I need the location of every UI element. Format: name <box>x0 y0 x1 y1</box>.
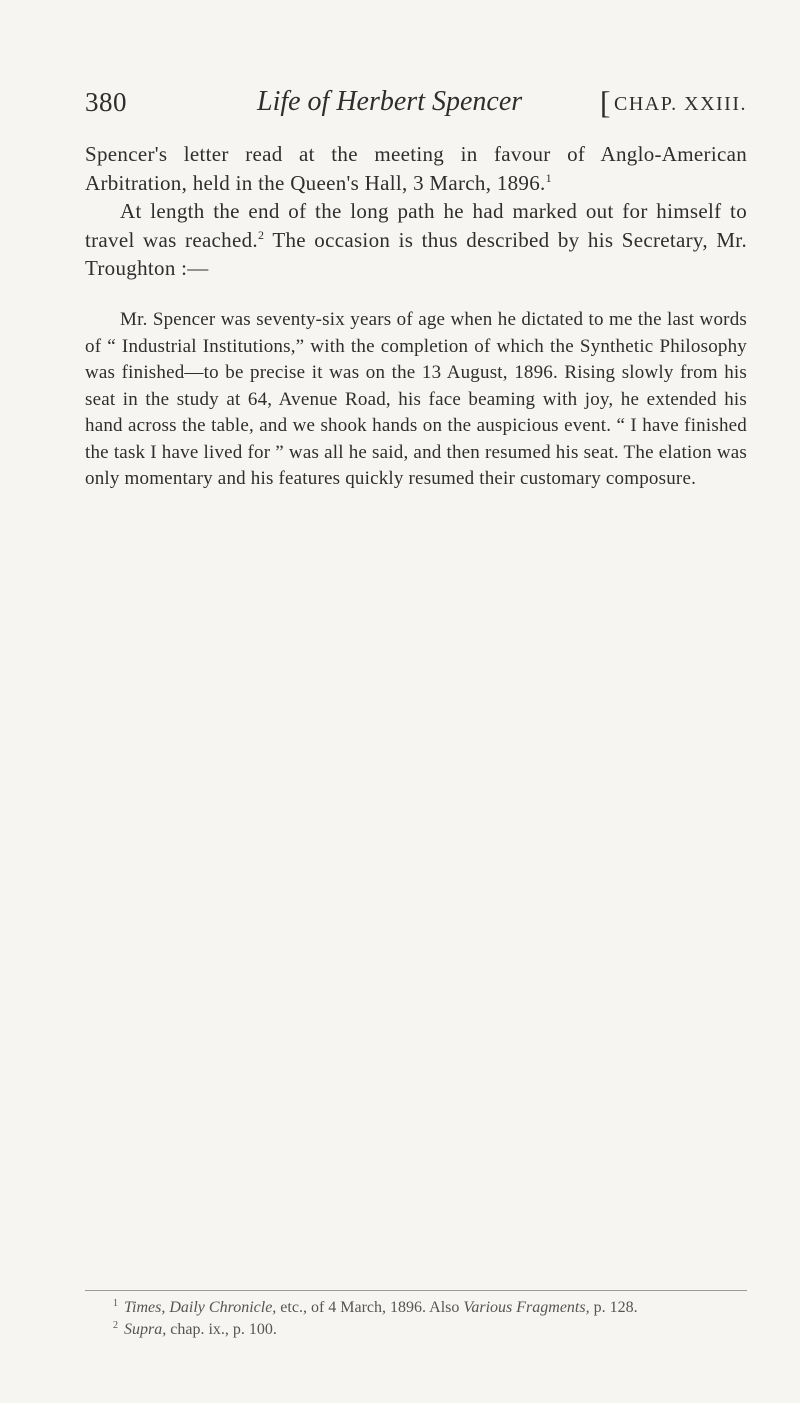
paragraph-1-text: Spencer's letter read at the meeting in favour of Anglo-American Arbitration, held in the Queen's Hall, 3 March, 1896. <box>85 142 747 195</box>
footnote-1-mark: 1 <box>113 1298 118 1309</box>
footnote-2-text-a: chap. ix., p. 100. <box>166 1321 277 1338</box>
footnote-1 <box>85 1297 747 1319</box>
paragraph-2-text-a: At length the end of the long path he had marked out for himself to travel was reached. <box>85 199 747 252</box>
footnote-ref-2: 2 <box>257 227 265 242</box>
page-number: 380 <box>85 87 127 117</box>
running-title: Life of Herbert Spencer <box>257 86 523 117</box>
footnote-2 <box>85 1319 747 1341</box>
book-page <box>85 0 747 1403</box>
chapter-bracket: [ <box>599 84 612 120</box>
body-text <box>85 140 747 283</box>
footnotes <box>85 1297 747 1341</box>
footnote-1-text-a: etc., of 4 March, 1896. Also <box>276 1299 464 1316</box>
footnote-1-italic-b: Various Fragments, <box>463 1299 590 1316</box>
chapter-label: CHAP. XXIII. <box>614 93 747 115</box>
footnote-2-mark: 2 <box>113 1320 118 1331</box>
paragraph-2-text-b: The occasion is thus described by his Secretary, Mr. Troughton :— <box>85 227 747 280</box>
paragraph-1 <box>85 140 747 197</box>
chapter-reference <box>600 82 747 124</box>
running-head <box>85 82 747 122</box>
footnote-ref-1: 1 <box>545 170 552 185</box>
footnote-2-italic-a: Supra, <box>124 1321 167 1338</box>
block-quote <box>85 307 747 493</box>
footnote-1-italic-a: Times, Daily Chronicle, <box>124 1299 277 1316</box>
paragraph-2 <box>85 197 747 283</box>
footnote-1-text-b: p. 128. <box>589 1299 638 1316</box>
footnote-divider <box>85 1290 747 1291</box>
quote-text: Mr. Spencer was seventy-six years of age when he dictated to me the last words of “ Industrial Institutions,” with the completion of which the Synthetic Philosophy was finished—to be precise it was on the 13 August, 1896. Rising slowly from his seat in the study at 64, Avenue Road, his face beaming with joy, he extended his hand across the table, and we shook hands on the auspicious event. “ I have finished the task I have lived for ” was all he said, and then resumed his seat. The elation was only momentary and his features quickly resumed their customary composure. <box>85 309 747 489</box>
